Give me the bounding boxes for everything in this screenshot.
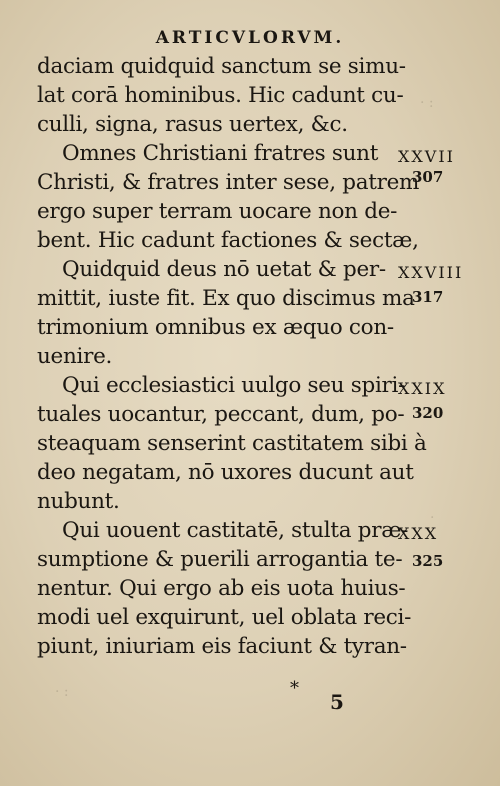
text-line-paragraph-start: Omnes Christiani fratres sunt xyxy=(62,141,379,166)
page-footer xyxy=(0,678,500,718)
text-line-paragraph-start: Quidquid deus nō uetat & per- xyxy=(62,257,386,282)
text-line-paragraph-start: Qui ecclesiastici uulgo seu spiri- xyxy=(62,373,406,398)
text-line: uenire. xyxy=(37,344,113,369)
text-line: tuales uocantur, peccant, dum, po- xyxy=(37,402,405,427)
article-numeral: XXX xyxy=(398,524,439,543)
text-line-paragraph-start: Qui uouent castitatē, stulta præ- xyxy=(62,518,409,543)
running-title: ARTICVLORVM. xyxy=(155,28,345,48)
text-line: daciam quidquid sanctum se simu- xyxy=(37,54,406,79)
text-line: bent. Hic cadunt factiones & sectæ, xyxy=(37,228,419,253)
article-reference: 317 xyxy=(412,288,444,306)
ink-speck: · : xyxy=(420,95,434,111)
text-line: piunt, iniuriam eis faciunt & tyran- xyxy=(37,634,407,659)
article-reference: 325 xyxy=(412,552,444,570)
text-line: modi uel exquirunt, uel oblata reci- xyxy=(37,605,412,630)
text-line: ergo super terram uocare non de- xyxy=(37,199,398,224)
text-line: deo negatam, nō uxores ducunt aut xyxy=(37,460,414,485)
text-line: nentur. Qui ergo ab eis uota huius- xyxy=(37,576,406,601)
ink-speck: · xyxy=(430,510,435,526)
article-numeral: XXVII xyxy=(398,147,455,166)
text-line: steaquam senserint castitatem sibi à xyxy=(37,431,427,456)
text-line: Christi, & fratres inter sese, patrem xyxy=(37,170,420,195)
article-reference: 320 xyxy=(412,404,444,422)
signature-mark: * xyxy=(290,678,299,699)
signature-number: 5 xyxy=(330,690,344,714)
text-line: lat corā hominibus. Hic cadunt cu- xyxy=(37,83,404,108)
text-line: nubunt. xyxy=(37,489,120,514)
text-line: sumptione & puerili arrogantia te- xyxy=(37,547,403,572)
article-numeral: XXVIII xyxy=(398,263,464,282)
text-line: culli, signa, rasus uertex, &c. xyxy=(37,112,348,137)
text-line: mittit, iuste fit. Ex quo discimus ma xyxy=(37,286,415,311)
text-line: trimonium omnibus ex æquo con- xyxy=(37,315,394,340)
article-numeral: XXIX xyxy=(398,379,447,398)
ink-speck: · : xyxy=(55,684,69,700)
article-reference: 307 xyxy=(412,168,444,186)
